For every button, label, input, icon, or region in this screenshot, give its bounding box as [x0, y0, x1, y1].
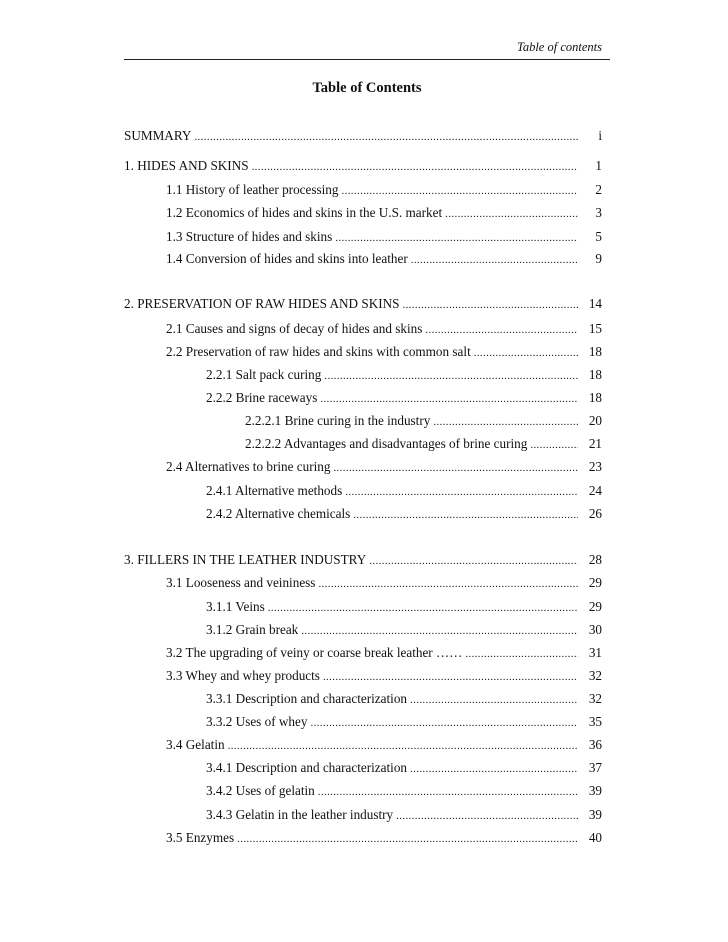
- dot-leader: [342, 182, 579, 200]
- toc-entry-1-3[interactable]: [166, 228, 602, 246]
- dot-leader: [252, 158, 578, 176]
- dot-leader: [323, 668, 578, 686]
- toc-entry-2-1[interactable]: [166, 320, 602, 338]
- header-rule: [124, 59, 610, 60]
- toc-entry-label: 2.2.2.2 Advantages and disadvantages of brine curing: [245, 436, 528, 451]
- dot-leader: [411, 251, 578, 269]
- toc-entry-label: 3.3 Whey and whey products: [166, 668, 320, 683]
- toc-entry-3-5[interactable]: [166, 829, 602, 847]
- toc-page-number: 1: [595, 158, 602, 173]
- toc-page-number: 39: [588, 807, 602, 822]
- dot-leader: [310, 714, 578, 732]
- toc-entry-chapter-1[interactable]: [124, 157, 602, 175]
- toc-page-number: 14: [588, 296, 602, 311]
- dot-leader: [324, 367, 578, 385]
- toc-entry-label: 3.5 Enzymes: [166, 830, 235, 845]
- toc-entry-1-4[interactable]: [166, 250, 602, 268]
- running-header: Table of contents: [517, 40, 602, 54]
- dot-leader: [318, 575, 578, 593]
- toc-entry-2-2-2-1[interactable]: [245, 412, 602, 430]
- toc-entry-3-1[interactable]: [166, 574, 602, 592]
- toc-entry-2-4[interactable]: [166, 458, 602, 476]
- toc-entry-2-4-1[interactable]: [206, 482, 602, 500]
- toc-entry-2-2-2[interactable]: [206, 389, 602, 407]
- toc-page-number: 3: [595, 205, 602, 220]
- toc-page-number: 18: [588, 390, 602, 405]
- toc-page-number: i: [598, 128, 602, 143]
- dot-leader: [268, 599, 578, 617]
- toc-page-number: 18: [588, 344, 602, 359]
- toc-page-number: 18: [588, 367, 602, 382]
- toc-entry-label: 3.3.2 Uses of whey: [206, 714, 308, 729]
- toc-entry-label: 3.4.1 Description and characterization: [206, 760, 408, 775]
- toc-page-number: 5: [595, 229, 602, 244]
- toc-entry-label: 2.4 Alternatives to brine curing: [166, 459, 331, 474]
- dot-leader: [433, 413, 578, 431]
- dot-leader: [320, 390, 578, 408]
- toc-entry-3-1-1[interactable]: [206, 598, 602, 616]
- toc-entry-chapter-3[interactable]: [124, 551, 602, 569]
- toc-entry-label: 3.1 Looseness and veininess: [166, 575, 316, 590]
- toc-entry-label: 2. PRESERVATION OF RAW HIDES AND SKINS: [124, 296, 400, 311]
- dot-leader: [335, 229, 578, 247]
- toc-entry-2-4-2[interactable]: [206, 505, 602, 523]
- toc-entry-label: 2.1 Causes and signs of decay of hides and skins: [166, 321, 423, 336]
- toc-entry-3-2[interactable]: [166, 644, 602, 662]
- toc-page-number: 15: [588, 321, 602, 336]
- toc-page-number: 2: [595, 182, 602, 197]
- dot-leader: [402, 296, 578, 314]
- toc-page-number: 29: [588, 599, 602, 614]
- toc-entry-label: 3. FILLERS IN THE LEATHER INDUSTRY: [124, 552, 367, 567]
- dot-leader: [301, 622, 578, 640]
- toc-entry-2-2-1[interactable]: [206, 366, 602, 384]
- toc-entry-label: 2.2.1 Salt pack curing: [206, 367, 322, 382]
- dot-leader: [474, 344, 578, 362]
- toc-entry-label: 2.2.2 Brine raceways: [206, 390, 318, 405]
- toc-entry-label: 1.1 History of leather processing: [166, 182, 339, 197]
- toc-entry-1-2[interactable]: [166, 204, 602, 222]
- toc-page-number: 21: [588, 436, 602, 451]
- toc-entry-label: SUMMARY: [124, 128, 192, 143]
- toc-page-number: 30: [588, 622, 602, 637]
- toc-entry-3-4-1[interactable]: [206, 759, 602, 777]
- toc-entry-chapter-2[interactable]: [124, 295, 602, 313]
- toc-entry-label: 1.2 Economics of hides and skins in the U.S. market: [166, 205, 443, 220]
- toc-entry-3-4-3[interactable]: [206, 806, 602, 824]
- toc-page-number: 23: [588, 459, 602, 474]
- toc-entry-3-3-1[interactable]: [206, 690, 602, 708]
- dot-leader: [465, 645, 578, 663]
- dot-leader: [353, 506, 578, 524]
- dot-leader: [410, 691, 578, 709]
- toc-entry-3-4-2[interactable]: [206, 782, 602, 800]
- toc-page-number: 39: [588, 783, 602, 798]
- toc-page-number: 35: [588, 714, 602, 729]
- dot-leader: [425, 321, 578, 339]
- toc-entry-3-3[interactable]: [166, 667, 602, 685]
- toc-entry-label: 2.4.1 Alternative methods: [206, 483, 343, 498]
- toc-entry-3-4[interactable]: [166, 736, 602, 754]
- dot-leader: [345, 483, 578, 501]
- dot-leader: [333, 459, 578, 477]
- toc-entry-1-1[interactable]: [166, 181, 602, 199]
- toc-page-number: 32: [588, 691, 602, 706]
- toc-page-number: 31: [588, 645, 602, 660]
- toc-page-number: 36: [588, 737, 602, 752]
- toc-page-number: 24: [588, 483, 602, 498]
- toc-page-number: 37: [588, 760, 602, 775]
- toc-page-number: 40: [588, 830, 602, 845]
- toc-entry-3-1-2[interactable]: [206, 621, 602, 639]
- toc-entry-label: 1. HIDES AND SKINS: [124, 158, 249, 173]
- toc-entry-label: 3.4.3 Gelatin in the leather industry: [206, 807, 394, 822]
- toc-page-number: 26: [588, 506, 602, 521]
- dot-leader: [445, 205, 578, 223]
- toc-entry-label: 2.4.2 Alternative chemicals: [206, 506, 351, 521]
- toc-entry-label: 3.1.2 Grain break: [206, 622, 299, 637]
- toc-page-number: 32: [588, 668, 602, 683]
- dot-leader: [396, 807, 578, 825]
- toc-page-number: 20: [588, 413, 602, 428]
- toc-entry-label: 3.4 Gelatin: [166, 737, 225, 752]
- dot-leader: [194, 128, 578, 146]
- toc-entry-label: 3.2 The upgrading of veiny or coarse break leather ……: [166, 645, 463, 660]
- toc-page-number: 9: [595, 251, 602, 266]
- toc-entry-2-2-2-2[interactable]: [245, 435, 602, 453]
- toc-entry-label: 1.4 Conversion of hides and skins into leather: [166, 251, 408, 266]
- toc-entry-label: 3.1.1 Veins: [206, 599, 265, 614]
- page-title: Table of Contents: [312, 80, 422, 96]
- dot-leader: [410, 760, 578, 778]
- dot-leader: [318, 783, 578, 801]
- toc-page-number: 29: [588, 575, 602, 590]
- toc-entry-label: 3.4.2 Uses of gelatin: [206, 783, 315, 798]
- toc-page-number: 28: [588, 552, 602, 567]
- dot-leader: [369, 552, 578, 570]
- toc-entry-3-3-2[interactable]: [206, 713, 602, 731]
- toc-entry-summary[interactable]: [124, 127, 602, 145]
- toc-entry-label: 3.3.1 Description and characterization: [206, 691, 408, 706]
- toc-entry-label: 2.2 Preservation of raw hides and skins with common salt: [166, 344, 471, 359]
- dot-leader: [237, 830, 578, 848]
- dot-leader: [228, 737, 578, 755]
- toc-entry-label: 1.3 Structure of hides and skins: [166, 229, 333, 244]
- dot-leader: [530, 436, 578, 454]
- toc-entry-2-2[interactable]: [166, 343, 602, 361]
- toc-entry-label: 2.2.2.1 Brine curing in the industry: [245, 413, 431, 428]
